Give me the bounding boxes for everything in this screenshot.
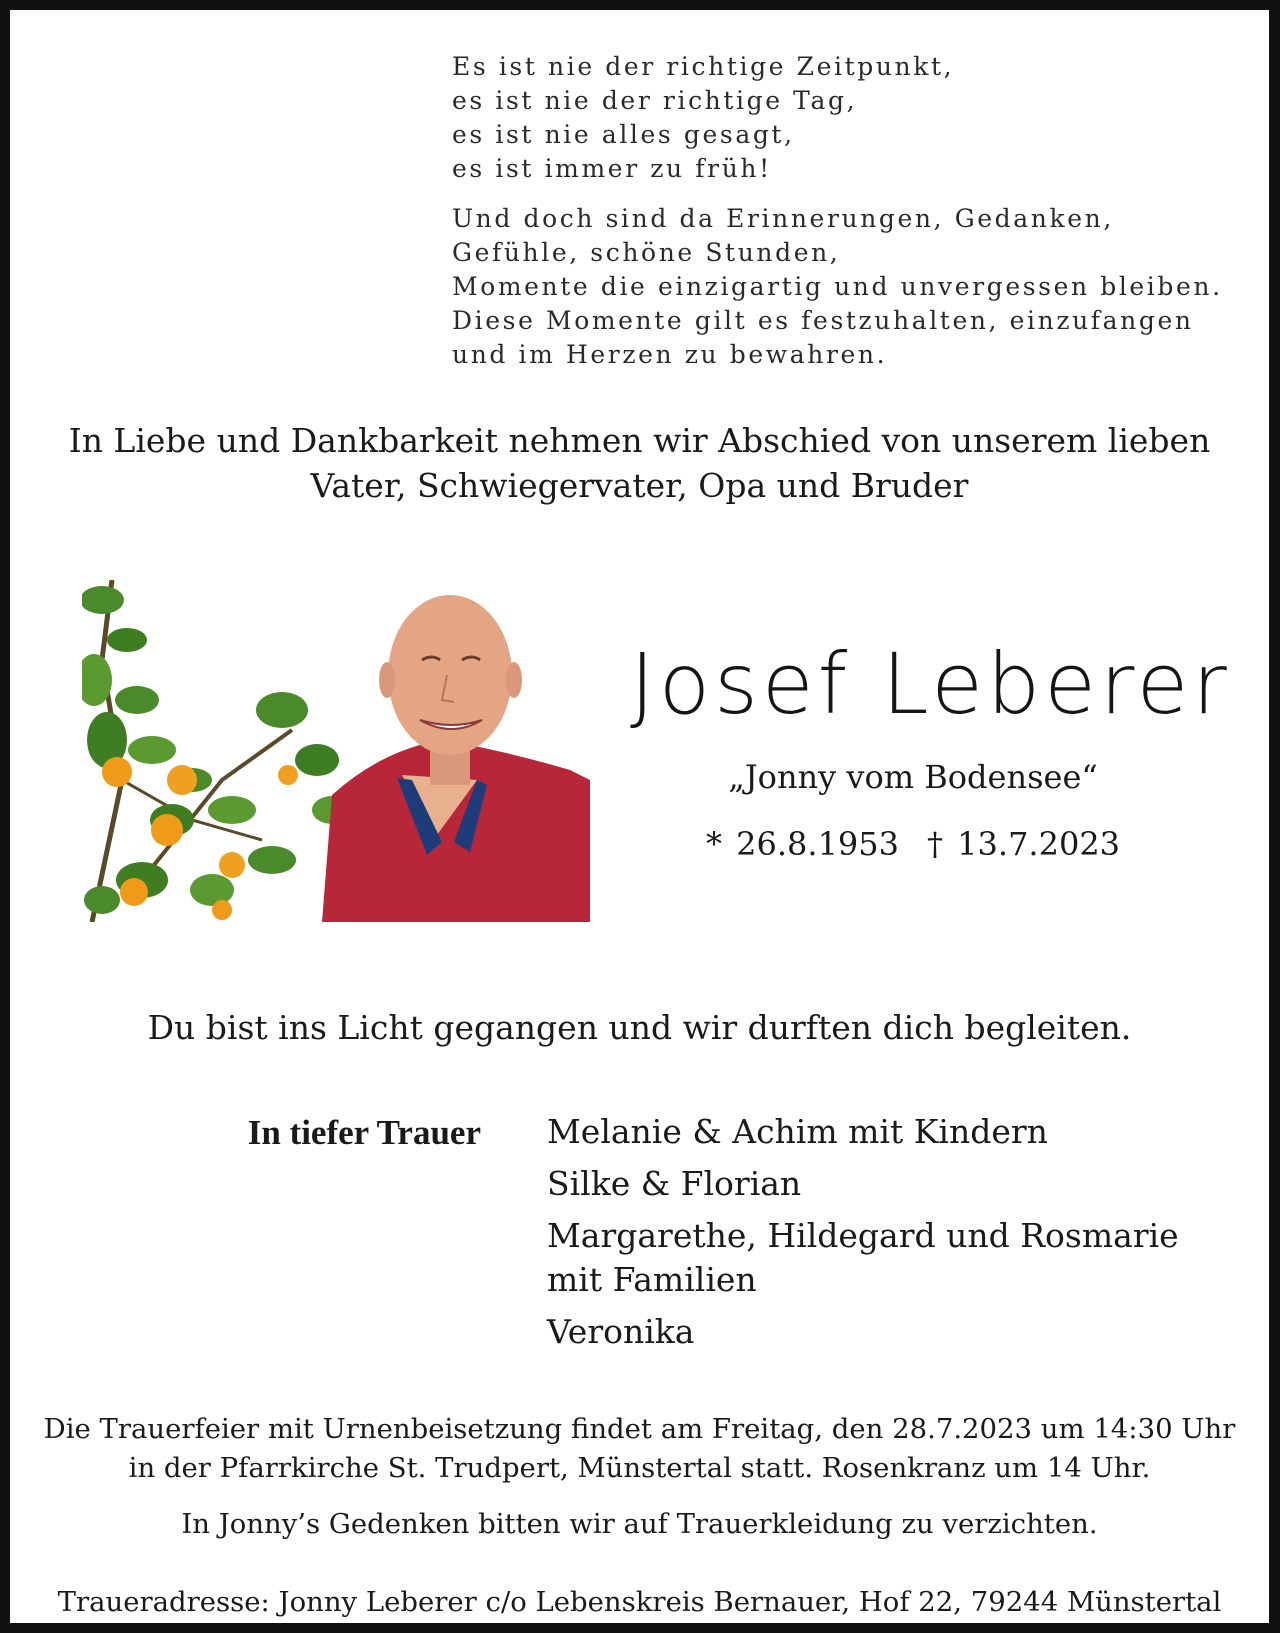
poem-line: Und doch sind da Erinnerungen, Gedanken, xyxy=(452,204,1114,233)
death-date: † 13.7.2023 xyxy=(927,825,1121,863)
dress-note: In Jonny’s Gedenken bitten wir auf Trauerkleidung zu verzichten. xyxy=(181,1508,1098,1540)
poem-line: Diese Momente gilt es festzuhalten, einzufangen xyxy=(452,306,1194,335)
poem-line: es ist immer zu früh! xyxy=(452,154,772,183)
deceased-nickname: „Jonny vom Bodensee“ xyxy=(728,758,1098,796)
mourner: Margarethe, Hildegard und Rosmarie xyxy=(547,1216,1179,1255)
life-dates xyxy=(630,825,1196,863)
poem-line: es ist nie der richtige Tag, xyxy=(452,86,858,115)
mourner: Silke & Florian xyxy=(547,1164,802,1203)
poem-line: es ist nie alles gesagt, xyxy=(452,120,795,149)
mourners-list xyxy=(547,1110,1179,1362)
portrait-photo xyxy=(82,580,590,922)
poem xyxy=(452,50,1223,388)
poem-stanza-1 xyxy=(452,50,1223,186)
poem-line: Momente die einzigartig und unvergessen bleiben. xyxy=(452,272,1223,301)
poem-stanza-2 xyxy=(452,202,1223,372)
ceremony-info xyxy=(10,1410,1269,1488)
deceased-name: Josef Leberer xyxy=(630,635,1231,733)
farewell-line: Du bist ins Licht gegangen und wir durften dich begleiten. xyxy=(147,1008,1132,1047)
mourner: mit Familien xyxy=(547,1260,757,1299)
birth-date: * 26.8.1953 xyxy=(705,825,899,863)
ceremony-line-1: Die Trauerfeier mit Urnenbeisetzung findet am Freitag, den 28.7.2023 um 14:30 Uhr xyxy=(43,1413,1236,1445)
intro-text xyxy=(10,418,1269,508)
mourner: Melanie & Achim mit Kindern xyxy=(547,1112,1048,1151)
mourning-address: Traueradresse: Jonny Leberer c/o Lebenskreis Bernauer, Hof 22, 79244 Münstertal xyxy=(57,1586,1222,1618)
intro-line-2: Vater, Schwiegervater, Opa und Bruder xyxy=(310,466,969,505)
mourner: Veronika xyxy=(547,1312,695,1351)
poem-line: und im Herzen zu bewahren. xyxy=(452,340,888,369)
obituary-page xyxy=(10,10,1269,1623)
poem-line: Es ist nie der richtige Zeitpunkt, xyxy=(452,52,955,81)
mourning-label: In tiefer Trauer xyxy=(247,1113,481,1152)
intro-line-1: In Liebe und Dankbarkeit nehmen wir Abschied von unserem lieben xyxy=(68,421,1211,460)
ceremony-line-2: in der Pfarrkirche St. Trudpert, Münstertal statt. Rosenkranz um 14 Uhr. xyxy=(128,1452,1151,1484)
poem-line: Gefühle, schöne Stunden, xyxy=(452,238,841,267)
